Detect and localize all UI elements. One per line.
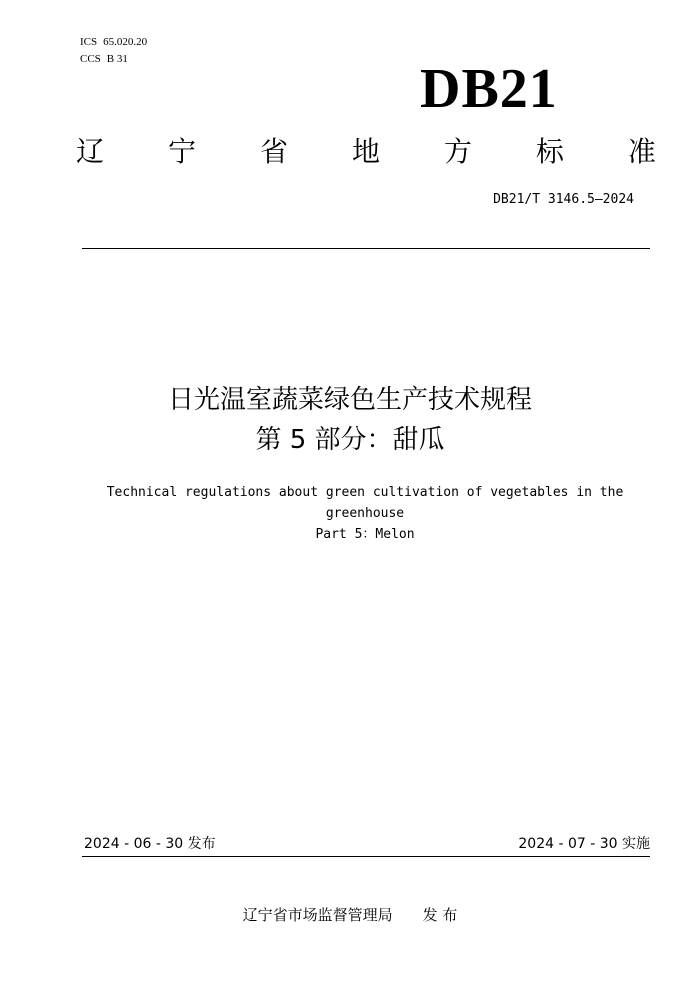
standard-type-char: 方 <box>443 135 472 168</box>
publisher-name: 辽宁省市场监督管理局 <box>242 906 393 924</box>
english-title <box>60 482 670 545</box>
english-title-line-3: Part 5：Melon <box>315 527 415 542</box>
english-title-line-1: Technical regulations about green cultivation of vegetables in the <box>106 485 624 500</box>
standard-type-heading <box>76 132 656 172</box>
classification-codes <box>80 34 147 68</box>
implementation-date: 2024 - 07 - 30 实施 <box>518 836 650 852</box>
ics-value: 65.020.20 <box>103 36 148 48</box>
standard-number: DB21/T 3146.5—2024 <box>493 192 634 207</box>
ics-label: ICS <box>80 36 98 48</box>
ccs-value: B 31 <box>106 53 128 65</box>
bottom-divider <box>82 856 650 857</box>
standard-type-char: 宁 <box>167 135 196 168</box>
chinese-title <box>0 380 700 460</box>
standard-type-char: 准 <box>627 135 656 168</box>
top-divider <box>82 248 650 249</box>
standard-type-char: 辽 <box>76 135 105 168</box>
publisher <box>0 904 700 926</box>
ccs-code <box>80 51 147 68</box>
ics-code <box>80 34 147 51</box>
ccs-label: CCS <box>80 53 101 65</box>
standard-mark: DB21 <box>420 58 558 120</box>
publisher-action: 发 布 <box>422 906 458 924</box>
standard-type-char: 标 <box>535 135 564 168</box>
chinese-title-line-2: 第 5 部分：甜瓜 <box>255 425 445 455</box>
standard-type-char: 地 <box>351 135 380 168</box>
english-title-line-2: greenhouse <box>325 506 405 521</box>
chinese-title-line-1: 日光温室蔬菜绿色生产技术规程 <box>167 385 532 415</box>
issue-date: 2024 - 06 - 30 发布 <box>84 836 216 852</box>
standard-type-char: 省 <box>259 135 288 168</box>
